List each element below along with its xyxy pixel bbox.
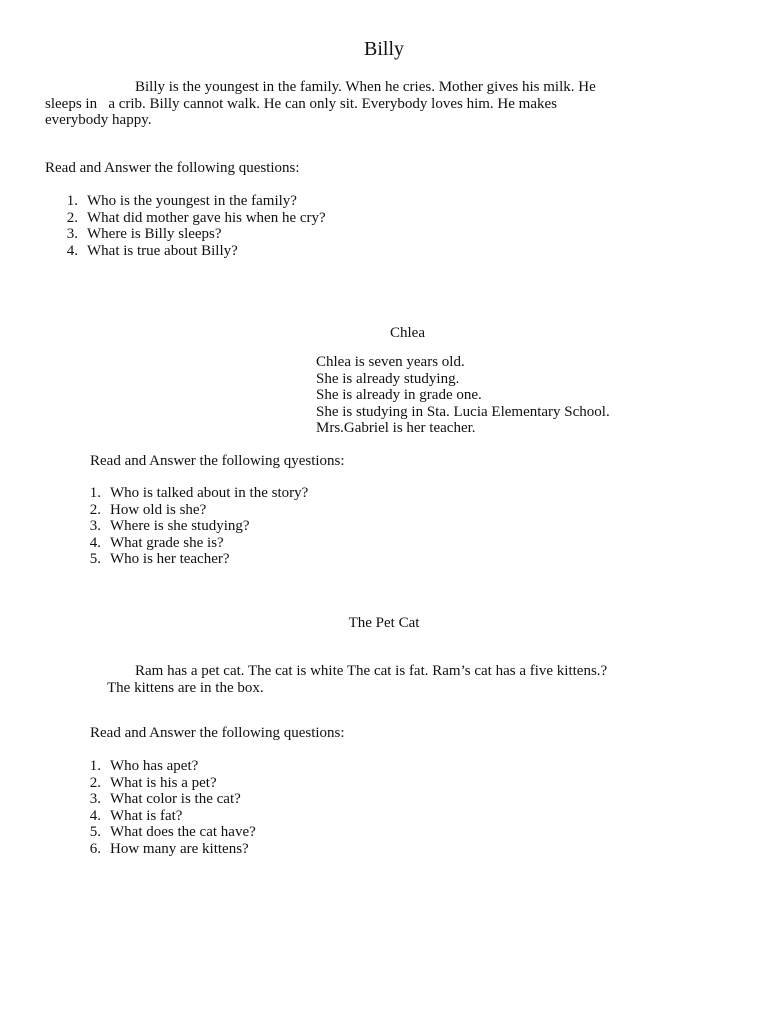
billy-paragraph (45, 79, 745, 129)
chlea-story-line: Chlea is seven years old. (316, 354, 465, 370)
list-item: 5. Who is her teacher? (89, 551, 230, 567)
billy-question: What did mother gave his when he cry? (87, 209, 326, 226)
list-item: 4. What is fat? (89, 807, 183, 824)
chlea-title: Chlea (390, 325, 425, 341)
chlea-prompt: Read and Answer the following qyestions: (90, 453, 345, 469)
chlea-question: How old is she? (110, 501, 207, 518)
chlea-story-line: She is already in grade one. (316, 387, 482, 403)
pet-cat-paragraph-line: Ram has a pet cat. The cat is white The cat is fat. Ram’s cat has a five kittens.? (135, 663, 608, 679)
list-item: 3. Where is she studying? (89, 518, 250, 534)
chlea-question-list (87, 485, 487, 568)
list-item: 1. Who has apet? (89, 758, 199, 774)
billy-question: Where is Billy sleeps? (87, 226, 222, 242)
chlea-story-line: She is already studying. (316, 370, 460, 387)
list-item: 2. How old is she? (89, 501, 207, 518)
pet-cat-question: What color is the cat? (110, 791, 241, 807)
list-item: 4. What is true about Billy? (66, 242, 238, 259)
billy-question: Who is the youngest in the family? (87, 193, 297, 209)
chlea-question: Who is her teacher? (110, 551, 230, 567)
pet-cat-question: Who has apet? (110, 758, 199, 774)
pet-cat-question: How many are kittens? (110, 840, 249, 857)
billy-paragraph-line: sleeps in a crib. Billy cannot walk. He can only sit. Everybody loves him. He makes (45, 95, 557, 112)
billy-question-list (64, 193, 464, 259)
pet-cat-paragraph (107, 663, 747, 696)
list-item: 6. How many are kittens? (89, 840, 249, 857)
billy-paragraph-line: everybody happy. (45, 112, 152, 128)
pet-cat-title: The Pet Cat (348, 615, 420, 631)
pet-cat-prompt: Read and Answer the following questions: (90, 725, 345, 741)
list-item: 2. What did mother gave his when he cry? (66, 209, 326, 226)
pet-cat-question: What is his a pet? (110, 774, 217, 791)
billy-title: Billy (363, 38, 404, 60)
billy-paragraph-line: Billy is the youngest in the family. When he cries. Mother gives his milk. He (135, 79, 596, 95)
chlea-story (316, 354, 736, 437)
pet-cat-question-list (87, 758, 487, 857)
pet-cat-paragraph-line: The kittens are in the box. (107, 679, 264, 696)
chlea-story-line: Mrs.Gabriel is her teacher. (316, 420, 476, 436)
list-item: 1. Who is talked about in the story? (89, 485, 309, 501)
chlea-question: Where is she studying? (110, 518, 250, 534)
chlea-story-line: She is studying in Sta. Lucia Elementary School. (316, 403, 610, 420)
list-item: 3. Where is Billy sleeps? (66, 226, 222, 242)
list-item: 2. What is his a pet? (89, 774, 217, 791)
chlea-question: What grade she is? (110, 534, 224, 551)
list-item: 4. What grade she is? (89, 534, 224, 551)
billy-prompt: Read and Answer the following questions: (45, 160, 300, 176)
list-item: 3. What color is the cat? (89, 791, 241, 807)
billy-question: What is true about Billy? (87, 242, 238, 259)
list-item: 5. What does the cat have? (89, 824, 256, 840)
pet-cat-question: What does the cat have? (110, 824, 256, 840)
chlea-question: Who is talked about in the story? (110, 485, 309, 501)
list-item: 1. Who is the youngest in the family? (66, 193, 297, 209)
pet-cat-question: What is fat? (110, 807, 183, 824)
